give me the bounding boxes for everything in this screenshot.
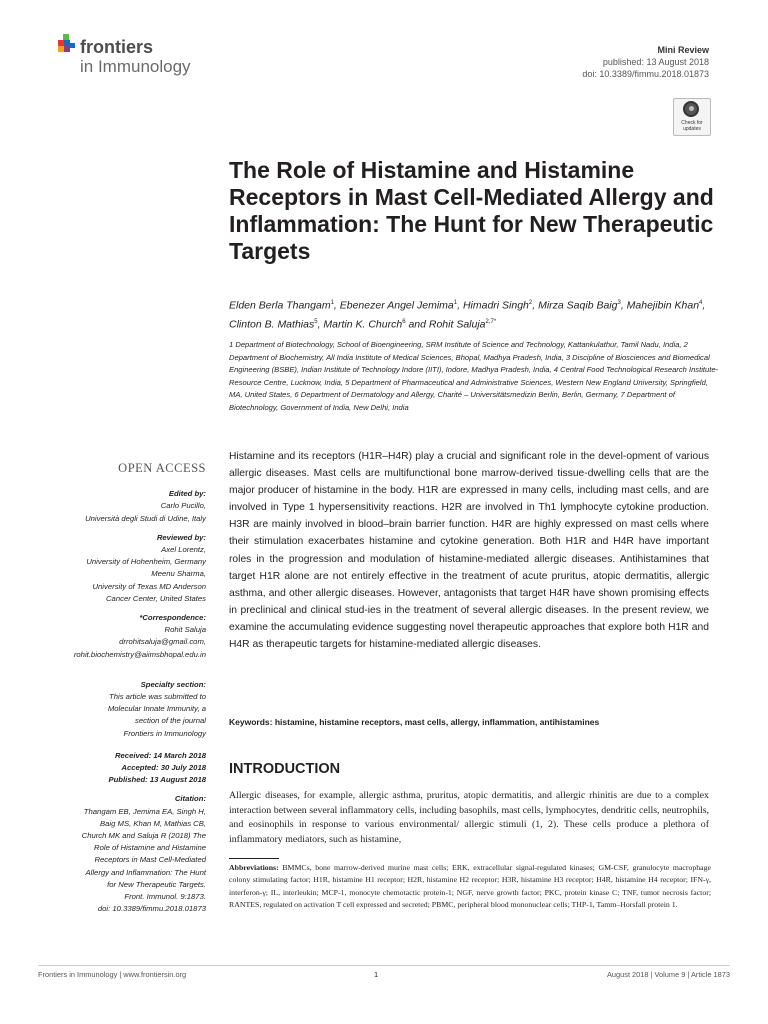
- section-heading-introduction: INTRODUCTION: [229, 761, 341, 777]
- correspondence-email[interactable]: rohit.biochemistry@aiimsbhopal.edu.in: [73, 649, 206, 659]
- author-affiliation-mark: 2,7*: [485, 318, 497, 325]
- citation-line: Receptors in Mast Cell-Mediated: [94, 855, 206, 865]
- author[interactable]: Mahejibin Khan: [626, 299, 700, 312]
- introduction-text: Allergic diseases, for example, allergic asthma, pruritus, atopic dermatitis, and allergic rhinitis are due to a complex interaction between several inflammatory cells, including basophils, mast cells, lymphocytes, dendritic cells, neutrophils, and eosinophils in response to various environmental/ allergic stimuli (1, 2). These cells produce a plethora of inflammatory mediators, such as histamine,: [229, 790, 709, 845]
- article-info-sidebar: [40, 462, 206, 916]
- author[interactable]: and Rohit Saluja: [408, 318, 486, 330]
- logo-wordmark: frontiers: [80, 37, 154, 57]
- author-affiliation-mark: 4: [699, 300, 703, 306]
- citation-doi[interactable]: doi: 10.3389/fimmu.2018.01873: [97, 904, 206, 914]
- footer-divider: [38, 965, 730, 966]
- citation-line: Baig MS, Khan M, Mathias CB,: [100, 818, 206, 828]
- specialty-line: Molecular Innate Immunity, a: [107, 704, 206, 714]
- article-doi[interactable]: doi: 10.3389/fimmu.2018.01873: [582, 69, 709, 79]
- author-affiliation-mark: 3: [617, 300, 621, 306]
- page-number: 1: [374, 970, 379, 979]
- footer-issue-info: August 2018 | Volume 9 | Article 1873: [607, 970, 730, 979]
- author-affiliation-mark: 6: [402, 318, 406, 325]
- reviewer-line: Meenu Sharma,: [151, 569, 206, 579]
- reviewed-by-label: Reviewed by:: [156, 532, 206, 542]
- specialty-line: section of the journal: [135, 716, 206, 726]
- author[interactable]: Martin K. Church: [323, 318, 403, 330]
- reviewer-line: Cancer Center, United States: [106, 593, 206, 603]
- abbreviations-text: BMMCs, bone marrow-derived murine mast cells; ERK, extracellular signal-regulated kinases; GM-CSF, granulocyte macrophage colony stimulating factor; H1R, histamine H1 receptor; H2R, histamine H2 receptor; H3R, histamine H3 receptor; H4R, histamine H4 receptor; IFN-γ, interferon-γ; IL, interleukin; MCP-1, monocyte chemotactic protein-1; NGF, nerve growth factor; PKC, protein kinase C; TNF, tumor necrosis factor; RANTES, regulated on activation T cell expressed and secreted; PBMC, peripheral blood mononuclear cells; THP-1, Tamm–Horsfall protein 1.: [229, 863, 711, 910]
- editor-line: Carlo Pucillo,: [160, 501, 206, 511]
- author-affiliation-mark: 5: [314, 318, 318, 325]
- footnote-divider: [229, 858, 279, 859]
- affiliations: 1 Department of Biotechnology, School of Bioengineering, SRM Institute of Science and Technology, Kattankulathur, Tamil Nadu, India, 2 Department of Biochemistry, All India Institute of Medical Sciences, Bhopal, Madhya Pradesh, India, 3 Discipline of Biosciences and Biomedical Engineering (BSBE), Indian Institute of Technology Indore (IITI), Indore, Madhya Pradesh, India, 4 Central Food Technological Research Institute-Resource Centre, Lucknow, India, 5 Department of Pharmaceutical and Administrative Sciences, Western New England University, Springfield, MA, United States, 6 Department of Dermatology and Allergy, Charité – Universitätsmedizin Berlin, Berlin, Germany, 7 Department of Biotechnology, Government of India, New Delhi, India: [229, 340, 719, 412]
- keywords-label: Keywords:: [229, 717, 273, 727]
- correspondence-label: *Correspondence:: [139, 613, 206, 623]
- abbreviations-label: Abbreviations:: [229, 863, 279, 872]
- received-date: Received: 14 March 2018: [114, 750, 206, 760]
- author[interactable]: Himadri Singh: [462, 299, 529, 312]
- footer-journal-link[interactable]: Frontiers in Immunology | www.frontiersin.org: [38, 970, 187, 979]
- check-updates-label: Check for updates: [681, 120, 703, 132]
- specialty-line: Frontiers in Immunology: [123, 728, 206, 738]
- open-access-label: OPEN ACCESS: [118, 461, 206, 475]
- dates-block: [40, 750, 206, 787]
- reviewer-line: University of Hohenheim, Germany: [86, 557, 206, 567]
- citation-line: for New Therapeutic Targets.: [107, 879, 206, 889]
- author[interactable]: Clinton B. Mathias: [229, 318, 315, 330]
- citation-line: Allergy and Inflammation: The Hunt: [85, 867, 206, 877]
- journal-logo: [58, 32, 218, 82]
- published-date: published: 13 August 2018: [602, 57, 709, 67]
- editor-line: Università degli Studi di Udine, Italy: [85, 513, 206, 523]
- article-meta: [582, 44, 709, 80]
- specialty-section-label: Specialty section:: [140, 679, 206, 689]
- frontiers-logo-icon: [58, 34, 78, 58]
- published-date-sidebar: Published: 13 August 2018: [108, 775, 206, 785]
- specialty-line: This article was submitted to: [109, 692, 206, 702]
- article-type: Mini Review: [657, 45, 709, 55]
- author[interactable]: Elden Berla Thangam: [229, 299, 331, 312]
- citation-line: Role of Histamine and Histamine: [94, 843, 206, 853]
- check-for-updates-badge[interactable]: [673, 98, 711, 136]
- logo-journal-name: in Immunology: [80, 57, 191, 76]
- author-affiliation-mark: 2: [528, 300, 533, 306]
- keywords-text: histamine, histamine receptors, mast cells, allergy, inflammation, antihistamines: [274, 717, 600, 727]
- citation-line: Thangam EB, Jemima EA, Singh H,: [83, 806, 206, 816]
- citation-line: Church MK and Saluja R (2018) The: [81, 831, 206, 841]
- accepted-date: Accepted: 30 July 2018: [121, 763, 206, 773]
- keywords: [229, 717, 719, 727]
- abbreviations-footnote: [229, 862, 711, 912]
- edited-by-label: Edited by:: [168, 489, 206, 499]
- reviewer-line: Axel Lorentz,: [161, 545, 206, 555]
- reviewer-line: University of Texas MD Anderson: [92, 581, 206, 591]
- author[interactable]: Mirza Saqib Baig: [538, 299, 618, 312]
- author[interactable]: Ebenezer Angel Jemima: [339, 299, 454, 312]
- author-affiliation-mark: 1: [453, 300, 458, 306]
- abstract: Histamine and its receptors (H1R–H4R) play a crucial and significant role in the devel-opment of various allergic diseases. Mast cells are multifunctional bone marrow-derived tissue-dwelling cells that are the major producer of histamine in the body. H1R are expressed in many cells, including mast cells, and are involved in Type 1 hypersensitivity reactions. H2R are involved in Th1 lymphocyte cytokine production. H3R are mainly involved in blood–brain barrier function. H4R are highly expressed on mast cells where their stimulation exacerbates histamine and cytokine generation. Both H1R and H4R have important roles in the progression and modulation of histamine-mediated allergic diseases. Antihistamines that target H1R alone are not entirely effective in the treatment of acute pruritus, atopic dermatitis, allergic asthma, and other allergic diseases. However, antagonists that target H4R have shown promising effects in preclinical and clinical stud-ies in the treatment of several allergic diseases. In the present review, we examine the accumulating evidence suggesting novel therapeutic approaches that explore both H1R and H4R as therapeutic targets for histamine-mediated allergic diseases.: [229, 451, 709, 651]
- check-updates-icon: [683, 101, 699, 117]
- citation-line: Front. Immunol. 9:1873.: [124, 892, 206, 902]
- author-list: Elden Berla Thangam$^1$, Ebenezer Angel Jemima$^1$, Himadri Singh$^2$, Mirza Saqib Baig$^3$, Mahejibin Khan$^4$, Clinton B. Mathias$^5$, Martin K. Church$^6$ and Rohit Saluja$^{2,7*}$: [229, 299, 706, 330]
- article-title: The Role of Histamine and Histamine Receptors in Mast Cell-Mediated Allergy and Inflammation: The Hunt for New Therapeutic Targets: [229, 157, 714, 264]
- author-affiliation-mark: 1: [330, 300, 334, 306]
- correspondence-email[interactable]: drrohitsaluja@gmail.com,: [119, 637, 206, 647]
- correspondence-line: Rohit Saluja: [164, 625, 206, 635]
- citation-label: Citation:: [174, 794, 206, 804]
